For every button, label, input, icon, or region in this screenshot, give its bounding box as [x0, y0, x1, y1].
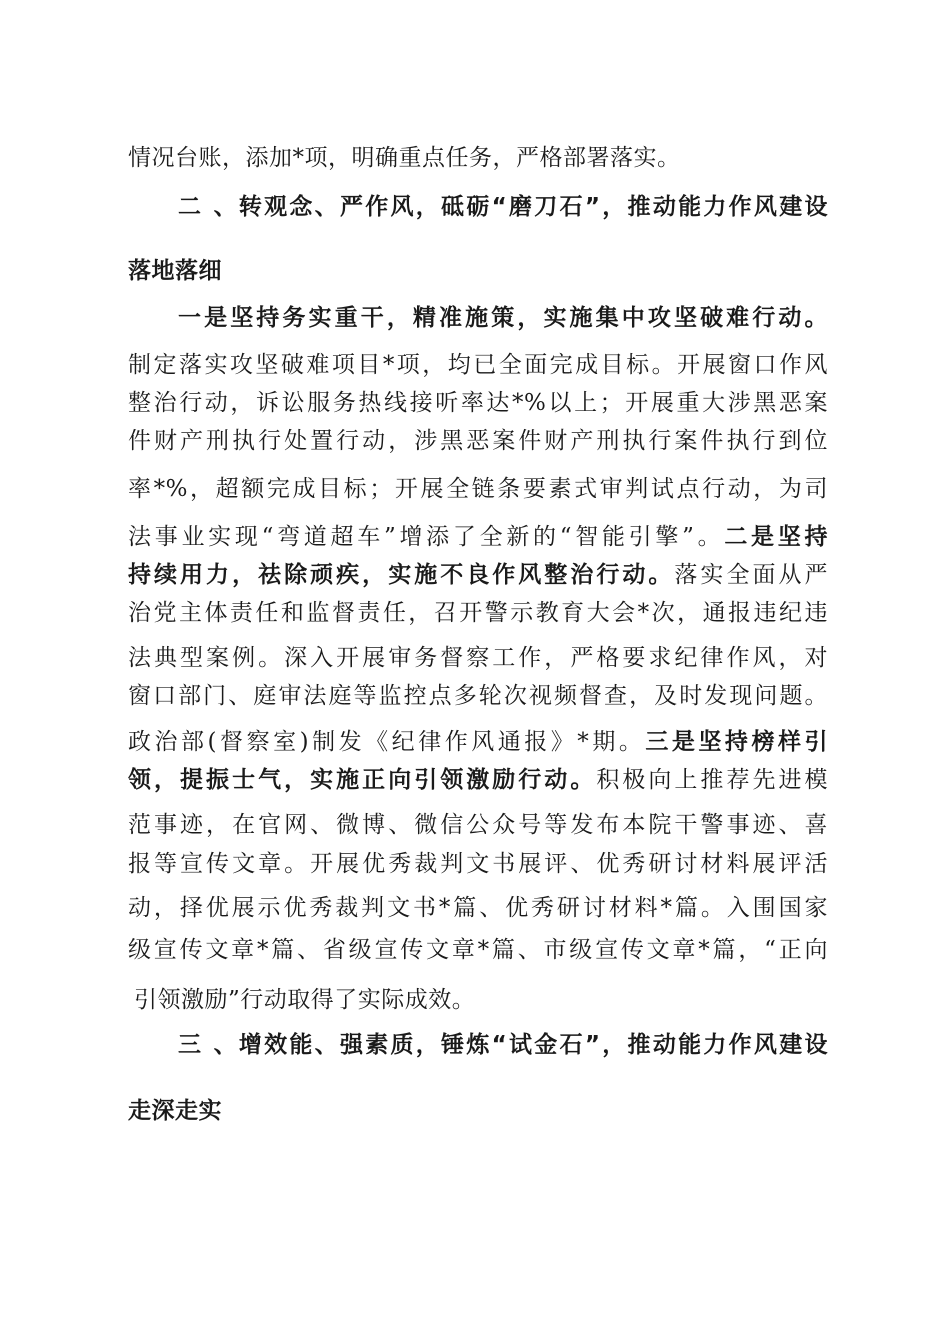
text-run: 落实全面从严: [674, 562, 829, 588]
paragraph-line: 整治行动，诉讼服务热线接听率达*%以上；开展重大涉黑恶案: [128, 390, 828, 416]
item-heading-3-end: 领，提振士气，实施正向引领激励行动。: [128, 767, 597, 793]
paragraph-line: 制定落实攻坚破难项目*项，均已全面完成目标。开展窗口作风: [128, 352, 828, 378]
paragraph-line: 报等宣传文章。开展优秀裁判文书展评、优秀研讨材料展评活: [128, 851, 828, 877]
paragraph-line: 情况台账，添加*项，明确重点任务，严格部署落实。: [128, 145, 681, 171]
paragraph-line: [128, 765, 828, 795]
paragraph-line: 件财产刑执行处置行动，涉黑恶案件财产刑执行案件执行到位: [128, 428, 828, 454]
section-heading-2: 二 、转观念、严作风，砥砺“磨刀石”，推动能力作风建设: [178, 194, 828, 220]
paragraph-line: 级宣传文章*篇、省级宣传文章*篇、市级宣传文章*篇，“正向: [128, 937, 828, 963]
item-heading-2-start: 二是坚持: [724, 524, 828, 550]
text-run: 法事业实现“弯道超车”增添了全新的“智能引擎”。: [128, 524, 725, 550]
section-heading-3-cont: 走深走实: [128, 1098, 222, 1124]
item-heading-1: 一是坚持务实重干，精准施策，实施集中攻坚破难行动。: [178, 305, 828, 331]
paragraph-line: 范事迹，在官网、微博、微信公众号等发布本院干警事迹、喜: [128, 812, 828, 838]
paragraph-line: 治党主体责任和监督责任，召开警示教育大会*次，通报违纪违: [128, 600, 828, 626]
paragraph-line: [128, 522, 828, 552]
item-heading-3-start: 三是坚持榜样引: [645, 729, 828, 755]
paragraph-line: 动，择优展示优秀裁判文书*篇、优秀研讨材料*篇。入围国家: [128, 895, 828, 921]
paragraph-line: 引领激励”行动取得了实际成效。: [134, 987, 476, 1013]
text-run: 政治部(督察室)制发《纪律作风通报》*期。: [128, 729, 646, 755]
paragraph-line: 率*%，超额完成目标；开展全链条要素式审判试点行动，为司: [128, 476, 828, 502]
paragraph-line: 窗口部门、庭审法庭等监控点多轮次视频督查，及时发现问题。: [128, 683, 828, 709]
paragraph-line: 法典型案例。深入开展审务督察工作，严格要求纪律作风，对: [128, 645, 828, 671]
text-run: 积极向上推荐先进模: [596, 767, 829, 793]
section-heading-3: 三 、增效能、强素质，锤炼“试金石”，推动能力作风建设: [178, 1032, 828, 1058]
paragraph-line: [128, 560, 828, 590]
item-heading-2-end: 持续用力，祛除顽疾，实施不良作风整治行动。: [128, 562, 675, 588]
section-heading-2-cont: 落地落细: [128, 258, 222, 284]
paragraph-line: [128, 727, 828, 757]
